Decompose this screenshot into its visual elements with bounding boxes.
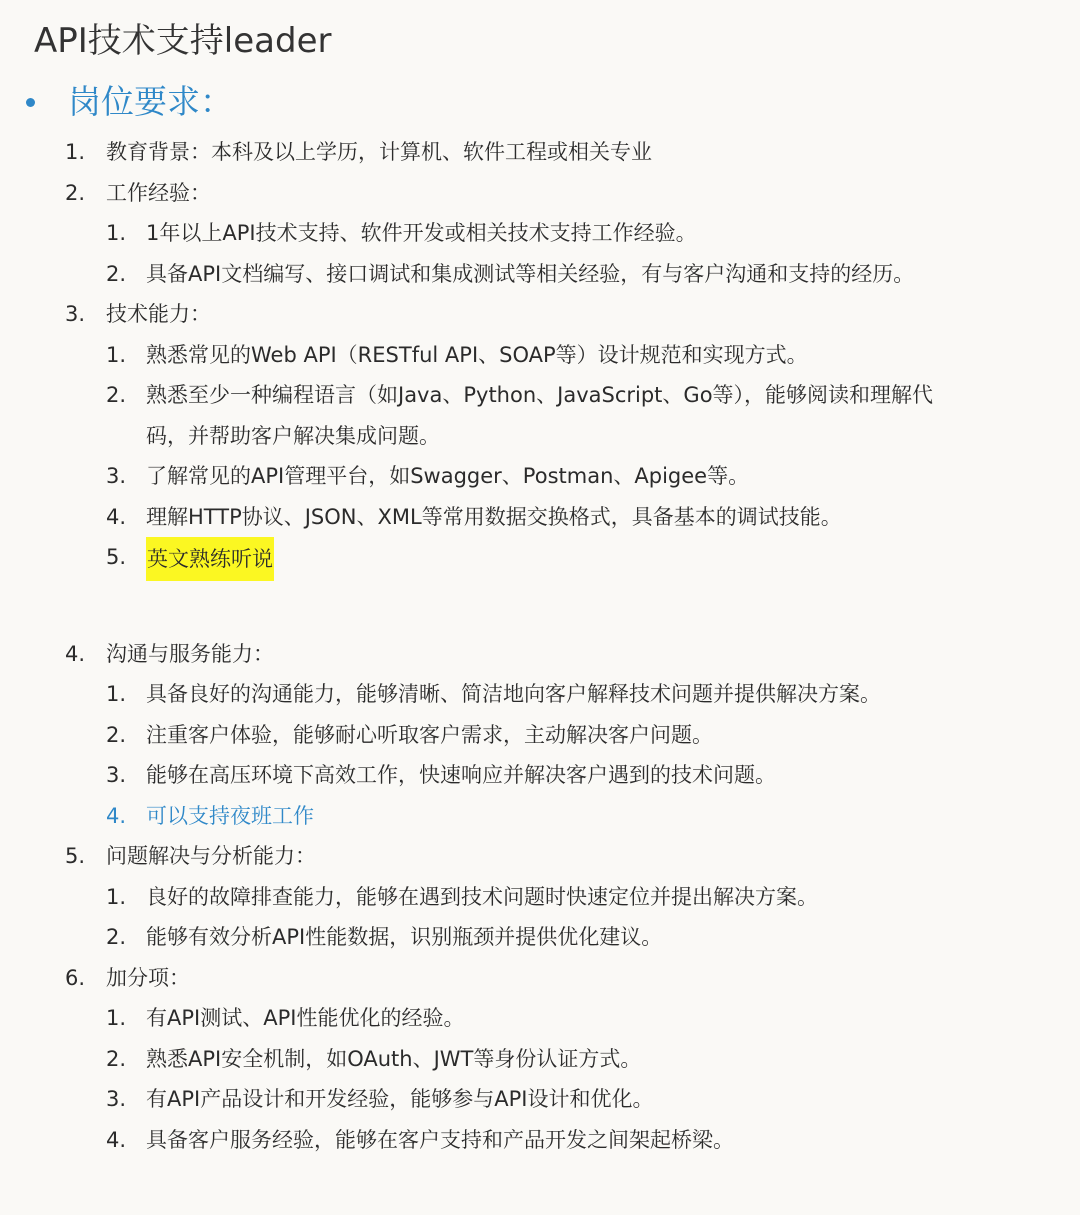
item-number: 1. bbox=[106, 342, 127, 367]
page-title: API技术支持leader bbox=[34, 21, 332, 61]
item-text: 工作经验： bbox=[106, 180, 211, 205]
item-number: 5. bbox=[106, 545, 127, 569]
item-number: 4. bbox=[106, 803, 127, 828]
item-number: 4. bbox=[106, 1127, 127, 1152]
item-number: 3. bbox=[106, 1087, 127, 1111]
item-number: 6. bbox=[65, 965, 86, 990]
item-text: 能够有效分析API性能数据，识别瓶颈并提供优化建议。 bbox=[146, 925, 663, 949]
item-number: 3. bbox=[106, 763, 127, 787]
item-text: 加分项： bbox=[106, 965, 190, 990]
bullet-dot-icon bbox=[26, 98, 35, 107]
item-number: 1. bbox=[65, 140, 86, 164]
item-text: 良好的故障排查能力，能够在遇到技术问题时快速定位并提出解决方案。 bbox=[146, 884, 818, 909]
item-text: 熟悉至少一种编程语言（如Java、Python、JavaScript、Go等），能够阅读和理解代 bbox=[146, 383, 934, 407]
item-text: 英文熟练听说 bbox=[146, 537, 274, 581]
item-text: 能够在高压环境下高效工作，快速响应并解决客户遇到的技术问题。 bbox=[146, 763, 776, 787]
item-number: 2. bbox=[106, 261, 127, 286]
item-number: 2. bbox=[65, 180, 86, 205]
item-number: 3. bbox=[65, 302, 86, 326]
item-text: 具备良好的沟通能力，能够清晰、简洁地向客户解释技术问题并提供解决方案。 bbox=[146, 682, 881, 706]
item-text: 了解常见的API管理平台，如Swagger、Postman、Apigee等。 bbox=[146, 464, 750, 488]
item-number: 3. bbox=[106, 464, 127, 488]
item-number: 4. bbox=[106, 504, 127, 529]
item-number: 2. bbox=[106, 1046, 127, 1071]
item-number: 1. bbox=[106, 221, 127, 245]
item-text: 有API测试、API性能优化的经验。 bbox=[146, 1006, 465, 1030]
item-number: 2. bbox=[106, 383, 127, 407]
item-text: 具备客户服务经验，能够在客户支持和产品开发之间架起桥梁。 bbox=[146, 1127, 734, 1152]
item-number: 1. bbox=[106, 884, 127, 909]
item-text: 有API产品设计和开发经验，能够参与API设计和优化。 bbox=[146, 1087, 654, 1111]
item-text: 沟通与服务能力： bbox=[106, 641, 274, 666]
item-text: 码，并帮助客户解决集成问题。 bbox=[146, 423, 440, 448]
item-number: 1. bbox=[106, 1006, 127, 1030]
item-number: 2. bbox=[106, 722, 127, 747]
item-text: 具备API文档编写、接口调试和集成测试等相关经验，有与客户沟通和支持的经历。 bbox=[146, 261, 915, 286]
item-text: 1年以上API技术支持、软件开发或相关技术支持工作经验。 bbox=[146, 221, 697, 245]
item-text: 教育背景：本科及以上学历，计算机、软件工程或相关专业 bbox=[106, 140, 652, 164]
section-title: 岗位要求： bbox=[68, 82, 233, 121]
item-number: 2. bbox=[106, 925, 127, 949]
item-text: 技术能力： bbox=[106, 302, 211, 326]
item-number: 4. bbox=[65, 641, 86, 666]
item-number: 5. bbox=[65, 844, 86, 868]
section-header bbox=[0, 78, 1080, 128]
item-text: 熟悉常见的Web API（RESTful API、SOAP等）设计规范和实现方式。 bbox=[146, 342, 808, 367]
item-number: 1. bbox=[106, 682, 127, 706]
item-text: 问题解决与分析能力： bbox=[106, 844, 316, 868]
item-text: 理解HTTP协议、JSON、XML等常用数据交换格式，具备基本的调试技能。 bbox=[146, 504, 842, 529]
item-text: 熟悉API安全机制，如OAuth、JWT等身份认证方式。 bbox=[146, 1046, 642, 1071]
item-text: 可以支持夜班工作 bbox=[146, 803, 314, 828]
item-text: 注重客户体验，能够耐心听取客户需求，主动解决客户问题。 bbox=[146, 722, 713, 747]
